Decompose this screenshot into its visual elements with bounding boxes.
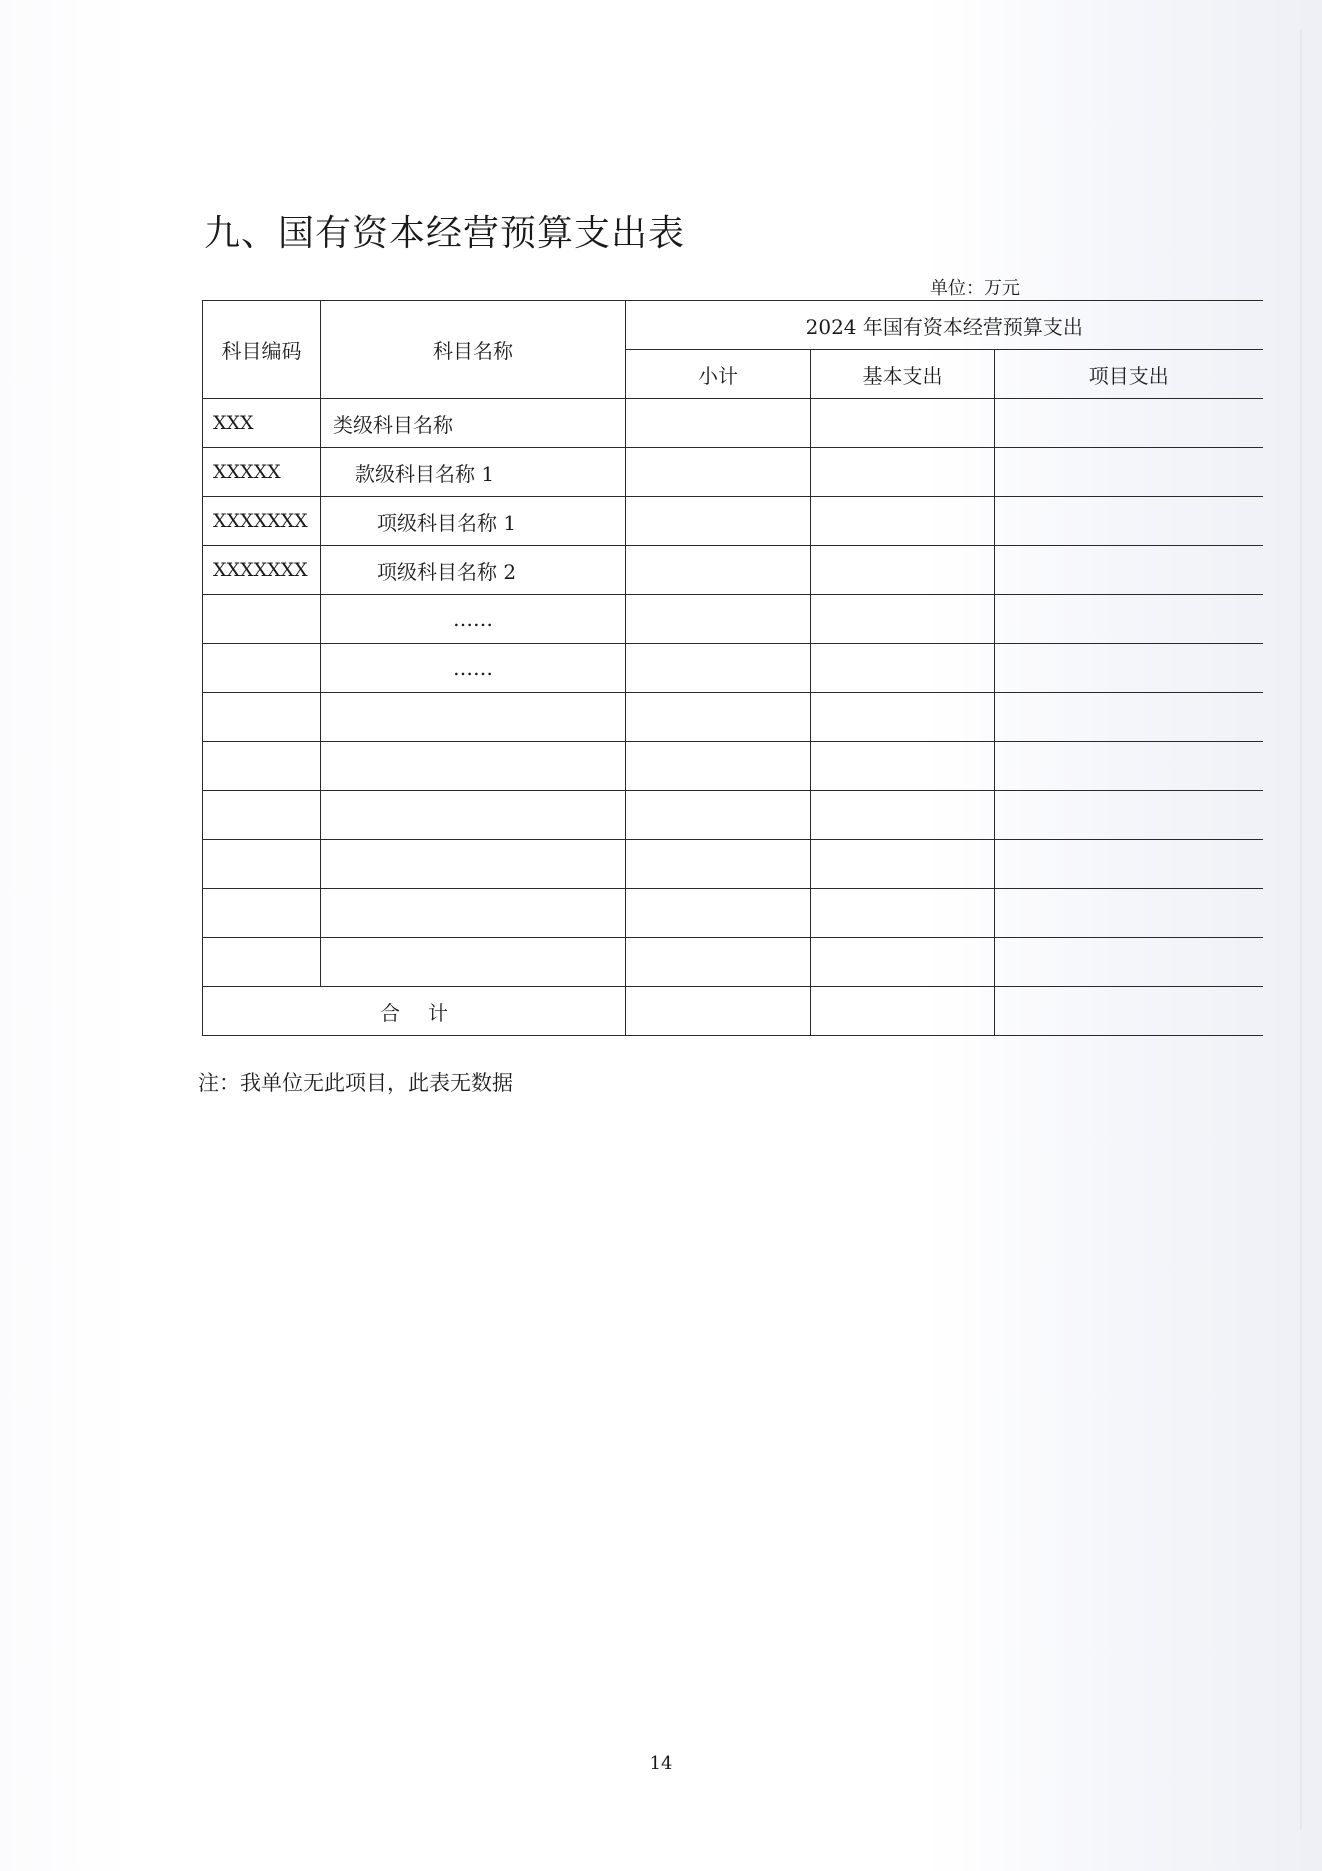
basic-expenditure-cell	[811, 644, 995, 693]
header-group: 2024 年国有资本经营预算支出	[626, 301, 1263, 350]
table-note: 注：我单位无此项目，此表无数据	[198, 1071, 513, 1095]
total-subtotal-cell	[626, 987, 811, 1036]
basic-expenditure-cell	[811, 840, 995, 889]
table-row	[203, 791, 1263, 840]
basic-expenditure-cell	[811, 693, 995, 742]
table-row	[203, 938, 1263, 987]
total-row	[203, 987, 1263, 1036]
project-expenditure-cell	[995, 448, 1263, 497]
basic-expenditure-cell	[811, 938, 995, 987]
subject-name-cell	[321, 889, 626, 938]
project-expenditure-cell	[995, 399, 1263, 448]
header-basic: 基本支出	[811, 350, 995, 399]
subtotal-cell	[626, 644, 811, 693]
project-expenditure-cell	[995, 791, 1263, 840]
subject-name-cell	[321, 938, 626, 987]
basic-expenditure-cell	[811, 742, 995, 791]
subject-code-cell	[203, 840, 321, 889]
table-row	[203, 399, 1263, 448]
project-expenditure-cell	[995, 840, 1263, 889]
subject-code-cell	[203, 938, 321, 987]
subtotal-cell	[626, 399, 811, 448]
table-row	[203, 693, 1263, 742]
project-expenditure-cell	[995, 546, 1263, 595]
subtotal-cell	[626, 938, 811, 987]
subtotal-cell	[626, 497, 811, 546]
subject-code-cell	[203, 791, 321, 840]
subject-name-cell	[321, 840, 626, 889]
subject-name-cell: 项级科目名称 1	[321, 497, 626, 546]
subject-name-cell: 项级科目名称 2	[321, 546, 626, 595]
header-name: 科目名称	[321, 301, 626, 399]
subtotal-cell	[626, 791, 811, 840]
subtotal-cell	[626, 742, 811, 791]
subtotal-cell	[626, 840, 811, 889]
page-title: 九、国有资本经营预算支出表	[204, 213, 686, 254]
basic-expenditure-cell	[811, 497, 995, 546]
subject-name-cell	[321, 742, 626, 791]
table-row	[203, 840, 1263, 889]
subtotal-cell	[626, 889, 811, 938]
basic-expenditure-cell	[811, 595, 995, 644]
header-code: 科目编码	[203, 301, 321, 399]
header-row-1	[203, 301, 1263, 350]
subject-code-cell	[203, 644, 321, 693]
project-expenditure-cell	[995, 693, 1263, 742]
subject-name-cell: 款级科目名称 1	[321, 448, 626, 497]
basic-expenditure-cell	[811, 889, 995, 938]
subject-code-cell: XXX	[203, 399, 321, 448]
subtotal-cell	[626, 448, 811, 497]
unit-label: 单位：万元	[930, 278, 1020, 299]
basic-expenditure-cell	[811, 791, 995, 840]
budget-expenditure-table	[202, 300, 1263, 1036]
page-edge-shadow	[1300, 30, 1302, 1830]
project-expenditure-cell	[995, 644, 1263, 693]
table-row	[203, 448, 1263, 497]
total-basic-cell	[811, 987, 995, 1036]
table-row	[203, 889, 1263, 938]
project-expenditure-cell	[995, 742, 1263, 791]
project-expenditure-cell	[995, 497, 1263, 546]
subject-code-cell	[203, 742, 321, 791]
subject-name-cell	[321, 791, 626, 840]
basic-expenditure-cell	[811, 399, 995, 448]
subject-name-cell: ……	[321, 644, 626, 693]
basic-expenditure-cell	[811, 448, 995, 497]
total-project-cell	[995, 987, 1263, 1036]
header-project: 项目支出	[995, 350, 1263, 399]
subtotal-cell	[626, 595, 811, 644]
table-row	[203, 595, 1263, 644]
table-row	[203, 644, 1263, 693]
project-expenditure-cell	[995, 938, 1263, 987]
project-expenditure-cell	[995, 595, 1263, 644]
table-body	[203, 399, 1263, 987]
header-subtotal: 小计	[626, 350, 811, 399]
table-row	[203, 546, 1263, 595]
subject-name-cell: ……	[321, 595, 626, 644]
total-label: 合计	[203, 987, 626, 1036]
subject-code-cell: XXXXXXX	[203, 497, 321, 546]
subject-code-cell: XXXXXXX	[203, 546, 321, 595]
subject-code-cell	[203, 595, 321, 644]
subtotal-cell	[626, 693, 811, 742]
project-expenditure-cell	[995, 889, 1263, 938]
subject-code-cell: XXXXX	[203, 448, 321, 497]
subject-name-cell: 类级科目名称	[321, 399, 626, 448]
page-number: 14	[649, 1753, 673, 1774]
subject-code-cell	[203, 889, 321, 938]
table-row	[203, 742, 1263, 791]
table-row	[203, 497, 1263, 546]
basic-expenditure-cell	[811, 546, 995, 595]
subject-code-cell	[203, 693, 321, 742]
subtotal-cell	[626, 546, 811, 595]
subject-name-cell	[321, 693, 626, 742]
